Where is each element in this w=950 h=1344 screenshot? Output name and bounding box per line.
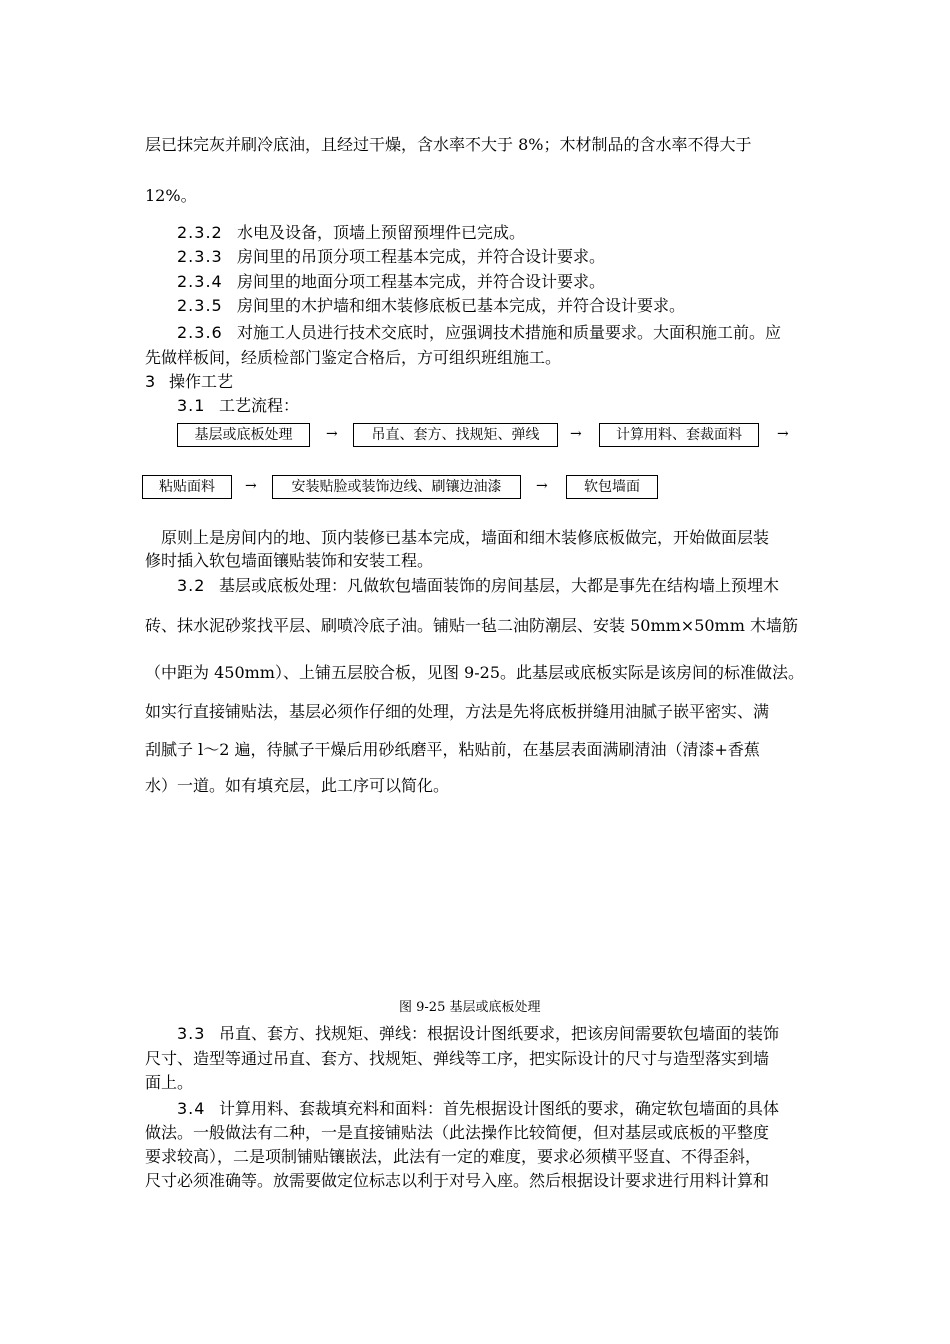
section-3-2 bbox=[177, 578, 779, 594]
section-number: 2.3.2 bbox=[177, 223, 223, 242]
text-line: 要求较高），二是项制铺贴镶嵌法，此法有一定的难度，要求必须横平竖直、不得歪斜， bbox=[145, 1147, 762, 1166]
section-text: 工艺流程： bbox=[219, 396, 300, 415]
flow-step-trim-and-paint: 安装贴脸或装饰边线、刷镶边油漆 bbox=[272, 475, 521, 499]
text-line: 刮腻子 l～2 遍，待腻子干燥后用砂纸磨平，粘贴前，在基层表面满刷清油（清漆+香蕉 bbox=[145, 740, 760, 759]
section-number: 3.4 bbox=[177, 1099, 206, 1118]
arrow-right-icon: → bbox=[326, 426, 338, 442]
arrow-right-icon: → bbox=[245, 478, 257, 494]
text-line: 面上。 bbox=[145, 1073, 194, 1092]
text-line: （中距为 450mm）、上铺五层胶合板，见图 9-25。此基层或底板实际是该房间的标准做法。 bbox=[145, 663, 805, 682]
text-line: 层已抹完灰并刷冷底油，且经过干燥，含水率不大于 8%；木材制品的含水率不得大于 bbox=[145, 135, 752, 154]
flow-step-paste-fabric: 粘贴面料 bbox=[142, 475, 232, 499]
section-number: 2.3.6 bbox=[177, 323, 223, 342]
text-line: 水）一道。如有填充层，此工序可以简化。 bbox=[145, 776, 450, 795]
text-line: 做法。一般做法有二种，一是直接铺贴法（此法操作比较简便，但对基层或底板的平整度 bbox=[145, 1123, 770, 1142]
section-number: 3.2 bbox=[177, 576, 206, 595]
flow-step-soft-wall: 软包墙面 bbox=[566, 475, 658, 499]
section-3-3 bbox=[177, 1026, 779, 1042]
text-line: 尺寸、造型等通过吊直、套方、找规矩、弹线等工序，把实际设计的尺寸与造型落实到墙 bbox=[145, 1049, 770, 1068]
text-line: 尺寸必须准确等。放需要做定位标志以利于对号入座。然后根据设计要求进行用料计算和 bbox=[145, 1171, 770, 1190]
section-text: 水电及设备，顶墙上预留预埋件已完成。 bbox=[237, 223, 526, 242]
flow-step-base-treatment: 基层或底板处理 bbox=[177, 423, 310, 447]
section-3-1 bbox=[177, 398, 299, 414]
section-number: 2.3.5 bbox=[177, 296, 223, 315]
arrow-right-icon: → bbox=[536, 478, 548, 494]
section-text: 对施工人员进行技术交底时，应强调技术措施和质量要求。大面积施工前。应 bbox=[237, 323, 782, 342]
section-2-3-4 bbox=[177, 274, 605, 290]
heading-text: 操作工艺 bbox=[169, 372, 234, 391]
section-2-3-2 bbox=[177, 225, 525, 241]
text-line: 如实行直接铺贴法，基层必须作仔细的处理，方法是先将底板拼缝用油腻子嵌平密实、满 bbox=[145, 702, 770, 721]
section-text: 房间里的吊顶分项工程基本完成，并符合设计要求。 bbox=[237, 247, 606, 266]
text-line: 修时插入软包墙面镶贴装饰和安装工程。 bbox=[145, 551, 434, 570]
section-3-4 bbox=[177, 1101, 779, 1117]
flow-step-plumb-square-line: 吊直、套方、找规矩、弹线 bbox=[353, 423, 558, 447]
text-line: 砖、抹水泥砂浆找平层、刷喷冷底子油。铺贴一毡二油防潮层、安装 50mm×50mm 木墙筋 bbox=[145, 616, 798, 635]
section-number: 2.3.3 bbox=[177, 247, 223, 266]
section-number: 2.3.4 bbox=[177, 272, 223, 291]
section-number: 3.1 bbox=[177, 396, 206, 415]
text-line: 12%。 bbox=[145, 186, 197, 205]
section-number: 3.3 bbox=[177, 1024, 206, 1043]
text-line: 原则上是房间内的地、顶内装修已基本完成，墙面和细木装修底板做完，开始做面层装 bbox=[161, 528, 770, 547]
arrow-right-icon: → bbox=[570, 426, 582, 442]
section-text: 计算用料、套裁填充料和面料：首先根据设计图纸的要求，确定软包墙面的具体 bbox=[219, 1099, 780, 1118]
section-text: 基层或底板处理：凡做软包墙面装饰的房间基层，大都是事先在结构墙上预埋木 bbox=[219, 576, 780, 595]
section-heading-3 bbox=[145, 374, 233, 390]
figure-caption: 图 9-25 基层或底板处理 bbox=[399, 1000, 541, 1015]
section-2-3-5 bbox=[177, 298, 685, 314]
section-text: 房间里的地面分项工程基本完成，并符合设计要求。 bbox=[237, 272, 606, 291]
flow-step-calc-cut-fabric: 计算用料、套裁面料 bbox=[599, 423, 759, 447]
text-line: 先做样板间，经质检部门鉴定合格后，方可组织班组施工。 bbox=[145, 348, 562, 367]
section-text: 房间里的木护墙和细木装修底板已基本完成，并符合设计要求。 bbox=[237, 296, 686, 315]
section-2-3-3 bbox=[177, 249, 605, 265]
section-2-3-6 bbox=[177, 325, 781, 341]
heading-number: 3 bbox=[145, 372, 156, 391]
arrow-right-icon: → bbox=[777, 426, 789, 442]
section-text: 吊直、套方、找规矩、弹线：根据设计图纸要求，把该房间需要软包墙面的装饰 bbox=[219, 1024, 780, 1043]
